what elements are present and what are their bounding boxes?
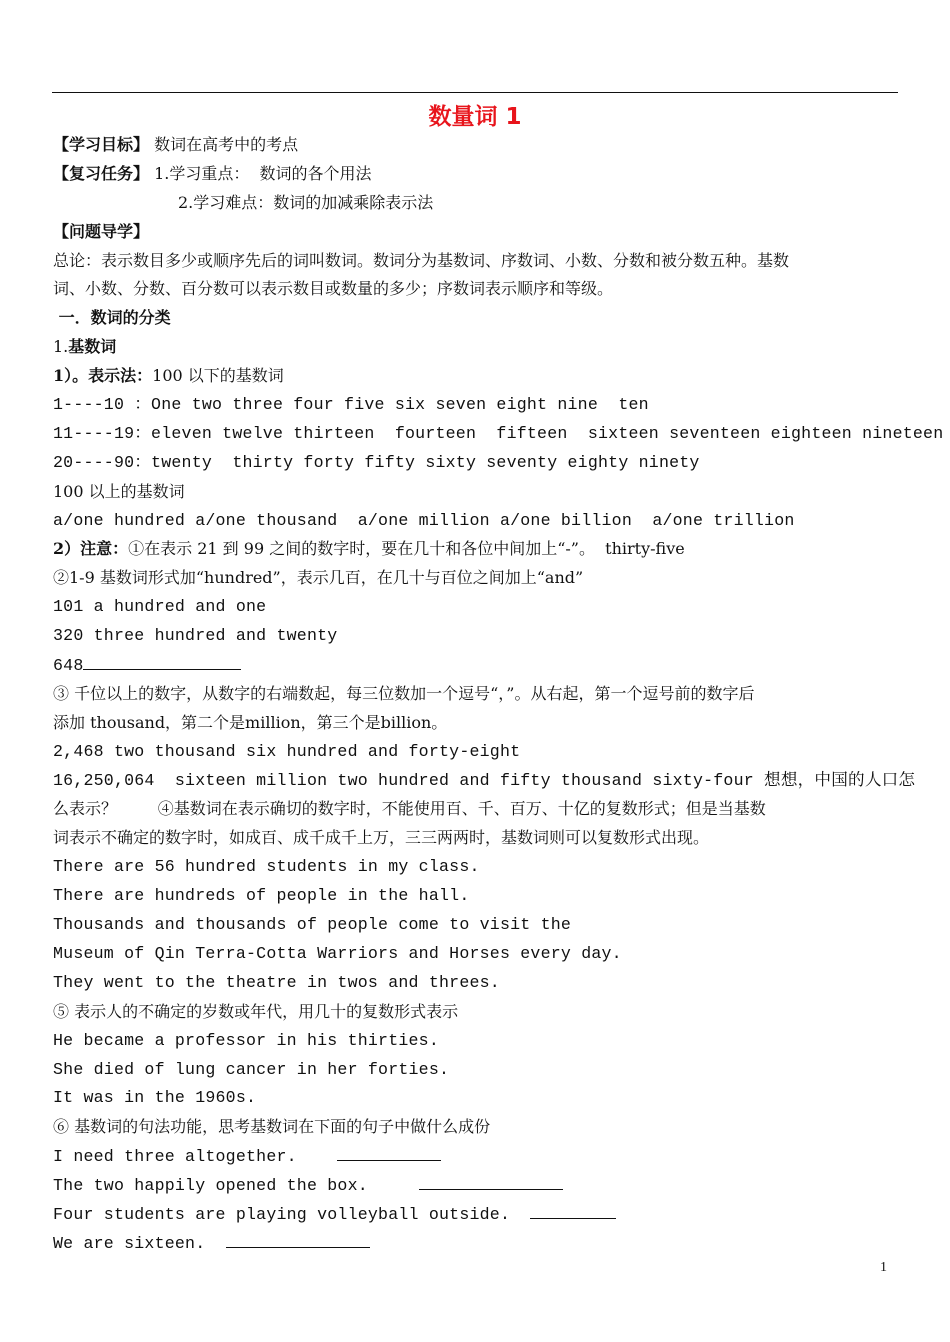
answer-blank[interactable] — [337, 1142, 441, 1161]
over100-label: 100 以上的基数词 — [53, 481, 185, 501]
answer-blank[interactable] — [530, 1200, 616, 1219]
example-sentence: He became a professor in his thirties. — [53, 1030, 439, 1050]
exercise-line — [53, 1142, 905, 1171]
note6: ⑥ 基数词的句法功能，思考基数词在下面的句子中做什么成份 — [53, 1117, 491, 1137]
subsection-heading — [53, 333, 905, 362]
point2-line — [53, 535, 905, 564]
note3-line: 添加 thousand，第二个是million，第三个是billion。 — [53, 712, 448, 732]
task-label: 【复习任务】 — [53, 163, 150, 183]
page-title: 数量词 1 — [428, 104, 522, 130]
intro-line: 总论：表示数目多少或顺序先后的词叫数词。数词分为基数词、序数词、小数、分数和被分数五种。基数 — [53, 250, 790, 270]
number-list-line: 11----19：eleven twelve thirteen fourteen fifteen sixteen seventeen eighteen nineteen — [53, 423, 944, 443]
intro-line: 词、小数、分数、百分数可以表示数目或数量的多少；序数词表示顺序和等级。 — [53, 279, 614, 299]
goal-label: 【学习目标】 — [53, 135, 150, 154]
exercise-sentence: Four students are playing volleyball outside. — [53, 1204, 511, 1224]
exercise-sentence: The two happily opened the box. — [53, 1176, 368, 1196]
answer-blank[interactable] — [226, 1229, 370, 1248]
point1-line — [53, 362, 905, 391]
example-16m: 16,250,064 sixteen million two hundred and fifty thousand sixty-four 想想，中国的人口怎 — [53, 770, 916, 790]
number-list-line: 20----90：twenty thirty forty fifty sixty seventy eighty ninety — [53, 452, 700, 472]
task-2: 2.学习难点：数词的加减乘除表示法 — [178, 192, 434, 212]
example-320: 320 three hundred and twenty — [53, 626, 338, 646]
example-sentence: Thousands and thousands of people come to visit the — [53, 915, 572, 935]
subsection-label: 基数词 — [68, 337, 117, 357]
task-line — [53, 160, 905, 189]
note4-line: 词表示不确定的数字时，如成百、成千成千上万，三三两两时，基数词则可以复数形式出现。 — [53, 828, 710, 848]
note2: ②1-9 基数词形式加“hundred”，表示几百，在几十与百位之间加上“and” — [53, 568, 584, 588]
task-1: 1.学习重点： 数词的各个用法 — [154, 163, 372, 183]
exercise-sentence: We are sixteen. — [53, 1233, 206, 1253]
over100-words: a/one hundred a/one thousand a/one million a/one billion a/one trillion — [53, 510, 795, 530]
page-number: 1 — [880, 1260, 887, 1275]
answer-blank[interactable] — [83, 651, 241, 670]
section-heading: 一．数词的分类 — [53, 308, 171, 328]
example-sentence: Museum of Qin Terra-Cotta Warriors and Horses every day. — [53, 943, 622, 963]
note5: ⑤ 表示人的不确定的岁数或年代，用几十的复数形式表示 — [53, 1001, 459, 1021]
example-sentence: There are hundreds of people in the hall. — [53, 886, 470, 906]
exercise-line — [53, 1200, 905, 1229]
goal-text: 数词在高考中的考点 — [154, 135, 299, 154]
note4-line: 么表示？ ④基数词在表示确切的数字时，不能使用百、千、百万、十亿的复数形式；但是当基数 — [53, 799, 766, 819]
example-sentence: They went to the theatre in twos and threes. — [53, 972, 500, 992]
example-2468: 2,468 two thousand six hundred and forty-eight — [53, 741, 521, 761]
point1-text: 100 以下的基数词 — [152, 366, 284, 386]
example-sentence: It was in the 1960s. — [53, 1088, 257, 1108]
example-648-line — [53, 651, 905, 680]
exercise-line — [53, 1171, 905, 1200]
guide-label: 【问题导学】 — [53, 221, 150, 241]
number-list-line: 1----10 ：One two three four five six seven eight nine ten — [53, 395, 649, 415]
answer-blank[interactable] — [419, 1171, 563, 1190]
example-sentence: There are 56 hundred students in my class. — [53, 857, 480, 877]
example-648: 648 — [53, 656, 84, 676]
subsection-prefix: 1. — [53, 337, 69, 357]
example-sentence: She died of lung cancer in her forties. — [53, 1059, 450, 1079]
goal-line — [53, 131, 905, 160]
exercise-line — [53, 1229, 905, 1258]
note3-line: ③ 千位以上的数字，从数字的右端数起，每三位数加一个逗号“，”。从右起，第一个逗号前的数字后 — [53, 683, 755, 703]
point2-label: 2）注意： — [53, 539, 129, 559]
example-101: 101 a hundred and one — [53, 597, 267, 617]
point2-text: ①在表示 21 到 99 之间的数字时，要在几十和各位中间加上“-”。 thirty-five — [128, 539, 685, 559]
document-body — [53, 131, 944, 1258]
point1-label: 1）。表示法： — [53, 366, 153, 386]
header-rule — [52, 92, 898, 93]
exercise-sentence: I need three altogether. — [53, 1147, 297, 1167]
